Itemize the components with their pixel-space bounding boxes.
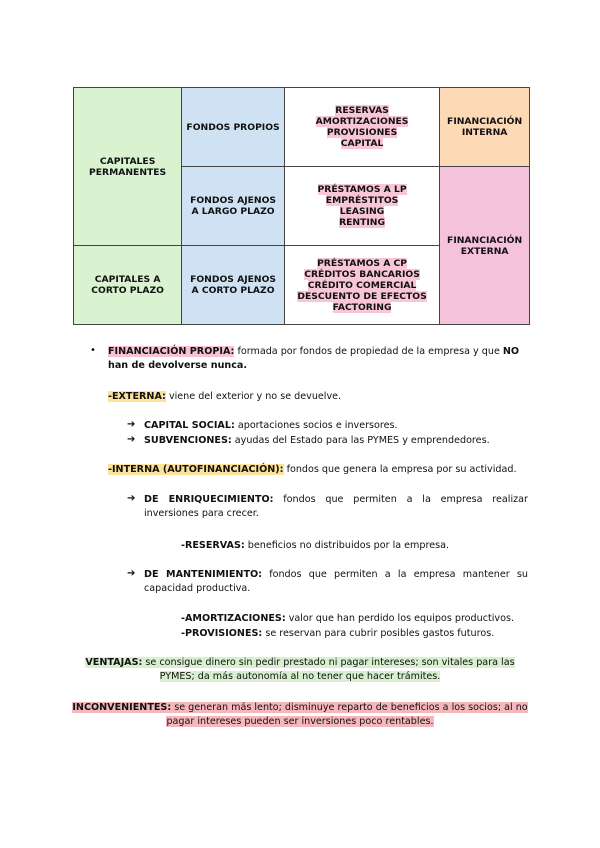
fondos-ajenos-lp-items bbox=[284, 167, 439, 246]
subvenciones-label: SUBVENCIONES: bbox=[144, 435, 232, 446]
capital-social-item bbox=[144, 419, 528, 433]
reservas-label: -RESERVAS: bbox=[181, 540, 245, 551]
capitales-permanentes-cell: CAPITALES PERMANENTES bbox=[74, 88, 182, 246]
capitales-corto-plazo-cell: CAPITALES A CORTO PLAZO bbox=[74, 246, 182, 325]
list-item: DESCUENTO DE EFECTOS bbox=[297, 290, 427, 302]
subvenciones-text: ayudas del Estado para las PYMES y emprendedores. bbox=[231, 435, 490, 446]
subvenciones-item bbox=[144, 434, 528, 448]
inconvenientes-paragraph bbox=[70, 701, 530, 729]
arrow-icon: ➔ bbox=[127, 419, 136, 430]
amortizaciones-item bbox=[181, 612, 528, 626]
enriquecimiento-label: DE ENRIQUECIMIENTO: bbox=[144, 494, 274, 505]
externa-text: viene del exterior y no se devuelve. bbox=[165, 391, 342, 402]
financiacion-propia-label: FINANCIACIÓN PROPIA: bbox=[108, 346, 235, 357]
list-item: EMPRÉSTITOS bbox=[325, 195, 399, 206]
inconvenientes-text: se generan más lento; disminuye reparto de beneficios a los socios; al no pagar intereses pueden ser inversiones poco rentables. bbox=[166, 702, 528, 727]
financiacion-propia-text: formada por fondos de propiedad de la empresa y que bbox=[234, 346, 503, 357]
amortizaciones-label: -AMORTIZACIONES: bbox=[181, 613, 286, 624]
financiacion-propia-bold: NO han de devolverse nunca. bbox=[108, 346, 520, 371]
list-item: LEASING bbox=[339, 206, 385, 217]
capital-social-text: aportaciones socios e inversores. bbox=[234, 420, 398, 431]
capital-social-label: CAPITAL SOCIAL: bbox=[144, 420, 235, 431]
enriquecimiento-text: fondos que permiten a la empresa realizar inversiones para crecer. bbox=[144, 494, 528, 519]
list-item: AMORTIZACIONES bbox=[315, 116, 409, 127]
mantenimiento-item bbox=[144, 568, 528, 596]
enriquecimiento-item bbox=[144, 493, 528, 521]
fondos-ajenos-cp-cell: FONDOS AJENOS A CORTO PLAZO bbox=[182, 246, 285, 325]
reservas-item bbox=[181, 539, 528, 553]
financiacion-propia-paragraph bbox=[108, 345, 528, 373]
arrow-icon: ➔ bbox=[127, 568, 136, 579]
arrow-icon: ➔ bbox=[127, 434, 136, 445]
fondos-ajenos-cp-items bbox=[284, 246, 439, 325]
ventajas-paragraph bbox=[70, 656, 530, 684]
list-item: CRÉDITOS BANCARIOS bbox=[304, 268, 420, 280]
list-item: PROVISIONES bbox=[326, 127, 398, 138]
reservas-text: beneficios no distribuidos por la empresa. bbox=[244, 540, 450, 551]
interna-text: fondos que genera la empresa por su actividad. bbox=[283, 464, 517, 475]
list-item: PRÉSTAMOS A CP bbox=[317, 257, 407, 269]
list-item: CAPITAL bbox=[340, 138, 384, 149]
externa-paragraph bbox=[108, 390, 528, 404]
list-item: CRÉDITO COMERCIAL bbox=[307, 279, 417, 291]
fondos-ajenos-lp-cell: FONDOS AJENOS A LARGO PLAZO bbox=[182, 167, 285, 246]
interna-paragraph bbox=[108, 463, 528, 477]
inconvenientes-label: INCONVENIENTES: bbox=[72, 702, 172, 713]
mantenimiento-label: DE MANTENIMIENTO: bbox=[144, 569, 262, 580]
externa-label: -EXTERNA: bbox=[108, 391, 166, 402]
financing-table bbox=[73, 87, 530, 325]
provisiones-item bbox=[181, 627, 528, 641]
provisiones-label: -PROVISIONES: bbox=[181, 628, 263, 639]
financiacion-interna-cell: FINANCIACIÓN INTERNA bbox=[440, 88, 530, 167]
list-item: RENTING bbox=[339, 217, 386, 228]
list-item: PRÉSTAMOS A LP bbox=[317, 184, 407, 195]
arrow-icon: ➔ bbox=[127, 493, 136, 504]
list-item: FACTORING bbox=[332, 301, 392, 313]
provisiones-text: se reservan para cubrir posibles gastos futuros. bbox=[262, 628, 495, 639]
fondos-propios-items bbox=[284, 88, 439, 167]
fondos-propios-cell: FONDOS PROPIOS bbox=[182, 88, 285, 167]
interna-label: -INTERNA (AUTOFINANCIACIÓN): bbox=[108, 464, 284, 475]
ventajas-label: VENTAJAS: bbox=[85, 657, 143, 668]
amortizaciones-text: valor que han perdido los equipos productivos. bbox=[285, 613, 515, 624]
list-item: RESERVAS bbox=[335, 105, 389, 116]
mantenimiento-text: fondos que permiten a la empresa mantener su capacidad productiva. bbox=[144, 569, 528, 594]
financiacion-externa-cell: FINANCIACIÓN EXTERNA bbox=[440, 167, 530, 325]
bullet-icon: • bbox=[90, 345, 96, 356]
ventajas-text: se consigue dinero sin pedir prestado ni pagar intereses; son vitales para las PYMES; da más autonomía al no tener que hacer trámites. bbox=[142, 657, 515, 682]
